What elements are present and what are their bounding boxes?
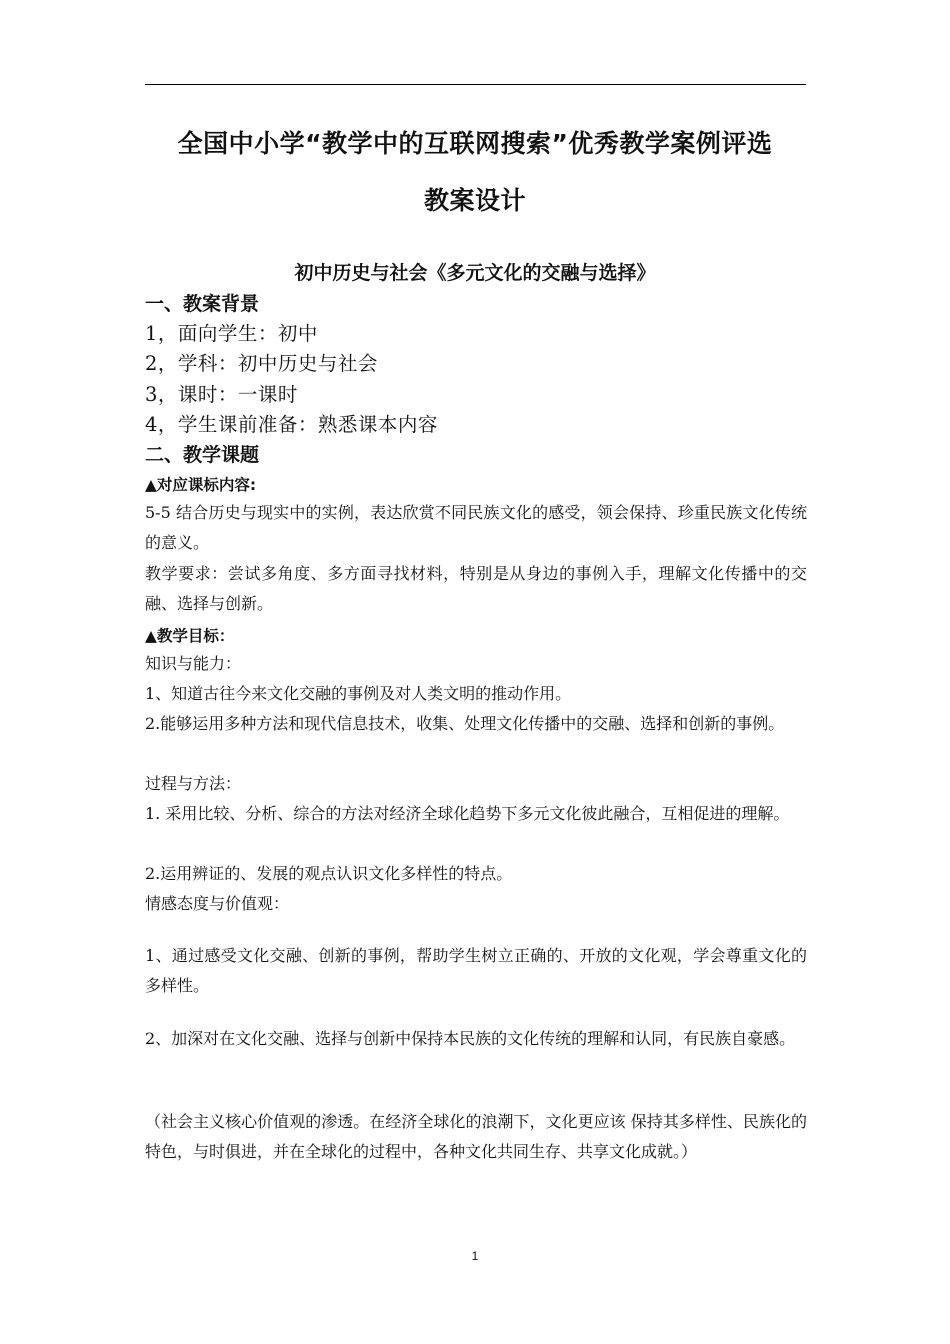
- background-item-1: 1，面向学生：初中: [145, 322, 318, 345]
- knowledge-item-1: 1、知道古往今来文化交融的事例及对人类文明的推动作用。: [145, 684, 572, 703]
- process-item-2: 2.运用辨证的、发展的观点认识文化多样性的特点。: [145, 864, 513, 883]
- process-heading: 过程与方法：: [145, 774, 242, 793]
- emotion-item-1: 1、通过感受文化交融、创新的事例，帮助学生树立正确的、开放的文化观，学会尊重文化的多样性。: [145, 946, 807, 995]
- knowledge-heading: 知识与能力：: [145, 654, 242, 673]
- emotion-item-2: 2、加深对在文化交融、选择与创新中保持本民族的文化传统的理解和认同，有民族自豪感。: [145, 1029, 796, 1048]
- emotion-heading: 情感态度与价值观：: [145, 894, 290, 913]
- background-item-4: 4，学生课前准备：熟悉课本内容: [145, 413, 438, 436]
- knowledge-item-2: 2.能够运用多种方法和现代信息技术，收集、处理文化传播中的交融、选择和创新的事例。: [145, 714, 785, 733]
- standard-heading: ▲对应课标内容:: [145, 476, 257, 494]
- section2-heading: 二、教学课题: [145, 444, 260, 466]
- lesson-title: 初中历史与社会《多元文化的交融与选择》: [294, 262, 656, 284]
- goals-heading: ▲教学目标：: [145, 627, 235, 645]
- page-number: 1: [471, 1249, 479, 1263]
- requirement-text: 教学要求：尝试多角度、多方面寻找材料，特别是从身边的事例入手，理解文化传播中的交融、选择与创新。: [145, 564, 807, 613]
- header-rule: [145, 84, 806, 85]
- document-title: 全国中小学“教学中的互联网搜索”优秀教学案例评选: [177, 129, 773, 158]
- background-item-2: 2，学科：初中历史与社会: [145, 352, 378, 375]
- background-item-3: 3，课时：一课时: [145, 383, 298, 406]
- values-note: （社会主义核心价值观的渗透。在经济全球化的浪潮下，文化更应该 保持其多样性、民族化的特色，与时俱进，并在全球化的过程中，各种文化共同生存、共享文化成就。）: [145, 1112, 807, 1161]
- standard-text: 5-5 结合历史与现实中的实例，表达欣赏不同民族文化的感受，领会保持、珍重民族文化传统的意义。: [145, 503, 807, 552]
- design-subtitle: 教案设计: [423, 186, 526, 215]
- process-item-1: 1. 采用比较、分析、综合的方法对经济全球化趋势下多元文化彼此融合，互相促进的理解。: [145, 804, 790, 823]
- section1-heading: 一、教案背景: [145, 293, 260, 315]
